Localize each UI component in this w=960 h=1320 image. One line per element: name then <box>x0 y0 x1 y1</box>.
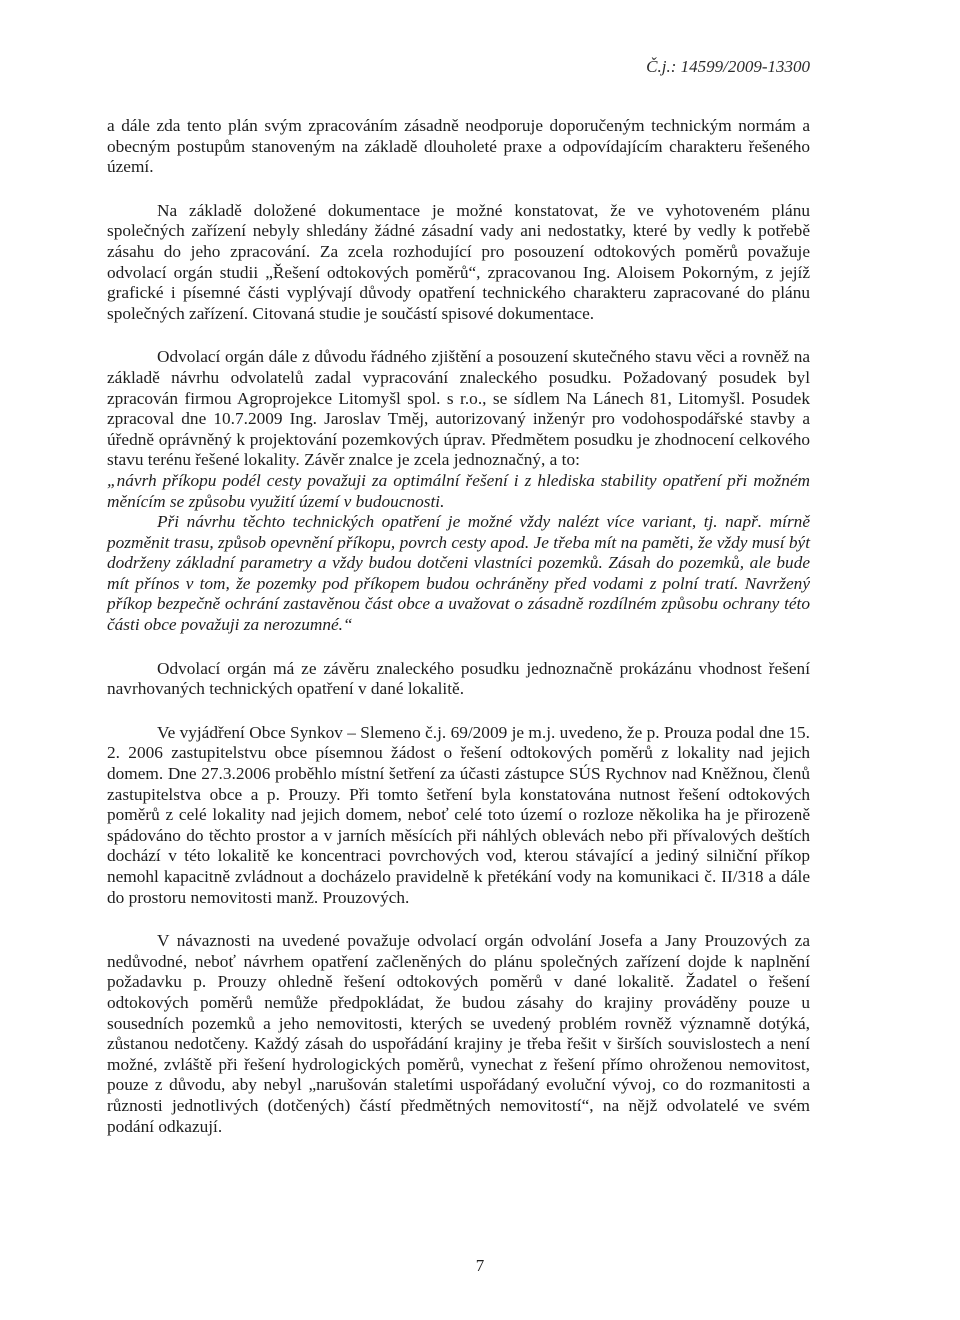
quote-part-1: „návrh příkopu podél cesty považuji za optimální řešení i z hlediska stability opatření při možném měnícím se způsobu využití území v budoucnosti. <box>107 470 810 511</box>
document-body <box>107 116 810 1160</box>
paragraph-1: a dále zda tento plán svým zpracováním zásadně neodporuje doporučeným technickým normám a obecným postupům stanoveným na základě dlouholeté praxe a odpovídajícím charakteru řešeného území. <box>107 116 810 177</box>
paragraph-5: Ve vyjádření Obce Synkov – Slemeno č.j. 69/2009 je m.j. uvedeno, že p. Prouza podal dne 15. 2. 2006 zastupitelstvu obce písemnou žádost o řešení odtokových poměrů z lokality nad jejich domem. Dne 27.3.2006 proběhlo místní šetření za účasti zástupce SÚS Rychnov nad Kněžnou, členů zastupitelstva obce a p. Prouzy. Při tomto šetření byla konstatována nutnost řešení odtokových poměrů z celé lokality nad jejich domem, neboť celé toto území o rozloze několika ha je přirozeně spádováno do těchto prostor a v jarních měsících při náhlých oblevách nebo při přívalových deštích dochází v této lokalitě ke koncentraci povrchových vod, kterou stávající a jediný silniční příkop nemohl kapacitně zvládnout a docházelo pravidelně k přetékání vody na komunikaci č. II/318 a dále do prostoru nemovitosti manž. Prouzových. <box>107 722 810 907</box>
paragraph-6: V návaznosti na uvedené považuje odvolací orgán odvolání Josefa a Jany Prouzových za nedůvodné, neboť návrhem opatření začleněných do plánu společných zařízení dojde k naplnění požadavku p. Prouzy ohledně řešení odtokových poměrů v dané lokalitě. Žadatel o řešení odtokových poměrů nemůže předpokládat, že budou zásahy do krajiny prováděny pouze u sousedních pozemků a jeho nemovitosti, kterých se uvedený problém rovněž významně dotýká, zůstanou nedotčeny. Každý zásah do uspořádání krajiny je třeba řešit v širších souvislostech a není možné, zvláště při řešení hydrologických poměrů, vynechat z řešení přímo ohroženou nemovitost, pouze z důvodu, aby nebyl „narušován staletími uspořádaný evoluční vývoj, co do rozmanitosti a různosti jednotlivých (dotčených) částí předmětných nemovitostí“, na nějž odvolatelé ve svém podání odkazují. <box>107 931 810 1136</box>
quote-part-2: Při návrhu těchto technických opatření je možné vždy nalézt více variant, tj. např. mírně pozměnit trasu, způsob opevnění příkopu, povrch cesty apod. Je třeba mít na paměti, že vždy musí být dodrženy základní parametry a vždy budou dotčeni vlastníci pozemků. Zásah do pozemků, ale bude mít přínos v tom, že pozemky pod příkopem budou ochráněny před vodami z polní tratí. Navržený příkop bezpečně ochrání zastavěnou část obce a uvažovat o zásadně rozdílném způsobu ochrany této části obce považuji za nerozumné.“ <box>107 512 810 635</box>
page-number: 7 <box>475 1256 485 1275</box>
paragraph-4: Odvolací orgán má ze závěru znaleckého posudku jednoznačně prokázánu vhodnost řešení navrhovaných technických opatření v dané lokalitě. <box>107 658 810 699</box>
paragraph-3: Odvolací orgán dále z důvodu řádného zjištění a posouzení skutečného stavu věci a rovněž na základě návrhu odvolatelů zadal vypracování znaleckého posudku. Požadovaný posudek byl zpracován firmou Agroprojekce Litomyšl spol. s r.o., se sídlem Na Lánech 81, Litomyšl. Posudek zpracoval dne 10.7.2009 Ing. Jaroslav Tměj, autorizovaný inženýr pro vodohospodářské stavby a úředně oprávněný k projektování pozemkových úprav. Předmětem posudku je zhodnocení celkového stavu terénu řešené lokality. Závěr znalce je zcela jednoznačný, a to: <box>107 347 810 470</box>
expert-quote <box>107 471 810 636</box>
paragraph-2: Na základě doložené dokumentace je možné konstatovat, že ve vyhotoveném plánu společných zařízení nebyly shledány žádné zásadní vady ani nedostatky, které by vedly k potřebě zásahu do jeho zpracování. Za zcela rozhodující pro posouzení odtokových poměrů považuje odvolací orgán studii „Řešení odtokových poměrů“, zpracovanou Ing. Aloisem Pokorným, z jejíž grafické i písemné části vyplývají důvody opatření technického charakteru zapracované do plánu společných zařízení. Citovaná studie je součástí spisové dokumentace. <box>107 200 810 323</box>
reference-number: Č.j.: 14599/2009-13300 <box>646 57 810 76</box>
